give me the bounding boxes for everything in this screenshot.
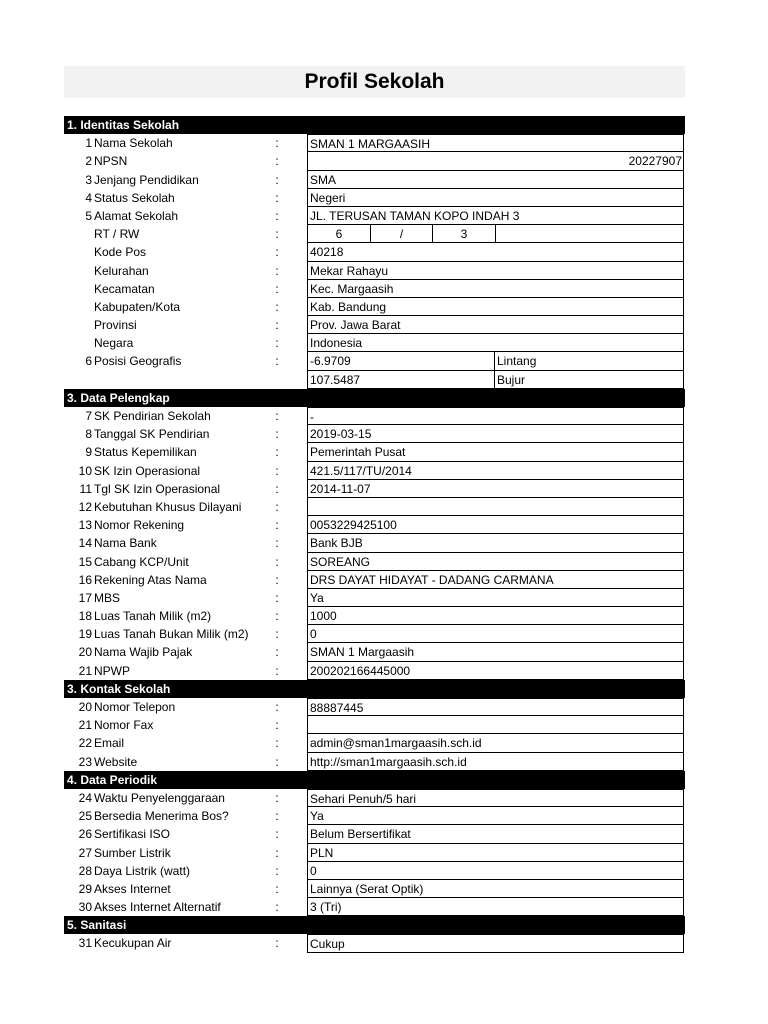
field-value: 0053229425100 — [307, 516, 684, 534]
row-number: 28 — [78, 863, 92, 878]
row-number: 12 — [78, 499, 92, 514]
form-row — [64, 807, 685, 825]
field-label: SK Pendirian Sekolah — [94, 409, 211, 423]
colon-separator: : — [275, 208, 279, 223]
row-number: 22 — [78, 736, 92, 751]
field-value: 421.5/117/TU/2014 — [307, 462, 684, 480]
field-label: Sumber Listrik — [94, 845, 171, 860]
field-label: Kabupaten/Kota — [94, 299, 181, 314]
colon-separator: : — [275, 409, 279, 423]
field-value: 2019-03-15 — [307, 425, 684, 443]
form-row — [64, 789, 685, 807]
colon-separator: : — [275, 554, 279, 569]
field-label: Nomor Rekening — [94, 518, 185, 533]
form-row — [64, 534, 685, 552]
colon-separator: : — [275, 863, 279, 878]
form-row — [64, 262, 685, 280]
field-value: http://sman1margaasih.sch.id — [307, 753, 684, 771]
colon-separator: : — [275, 536, 279, 551]
form-row — [64, 880, 685, 898]
field-value: PLN — [307, 844, 684, 862]
form-row — [64, 280, 685, 298]
field-value: DRS DAYAT HIDAYAT - DADANG CARMANA — [307, 571, 684, 589]
field-label: SK Izin Operasional — [94, 463, 201, 478]
form-row — [64, 862, 685, 880]
colon-separator: : — [275, 318, 279, 333]
form-row — [64, 662, 685, 680]
field-label: Tanggal SK Pendirian — [94, 427, 210, 442]
field-value: Ya — [307, 807, 684, 825]
row-number: 3 — [85, 172, 92, 187]
field-value: SOREANG — [307, 553, 684, 571]
latitude-label: Lintang — [495, 352, 684, 370]
form-row — [64, 589, 685, 607]
form-row — [64, 316, 685, 334]
form-row — [64, 152, 685, 170]
field-value: SMA — [307, 171, 684, 189]
colon-separator: : — [275, 736, 279, 751]
field-value: Indonesia — [307, 334, 684, 352]
field-label: Akses Internet Alternatif — [94, 900, 221, 915]
colon-separator: : — [275, 463, 279, 478]
row-number: 5 — [85, 208, 92, 223]
field-value: Cukup — [307, 934, 684, 952]
field-value: - — [307, 407, 684, 425]
row-number: 17 — [78, 590, 92, 605]
colon-separator: : — [275, 427, 279, 442]
field-label: Kebutuhan Khusus Dilayani — [94, 499, 242, 514]
form-row — [64, 753, 685, 771]
colon-separator: : — [275, 263, 279, 278]
rt-rw-cell: / — [371, 225, 433, 242]
colon-separator: : — [275, 336, 279, 351]
row-number: 25 — [78, 809, 92, 824]
field-label: Nomor Telepon — [94, 700, 176, 714]
row-number: 27 — [78, 845, 92, 860]
colon-separator: : — [275, 172, 279, 187]
row-number: 15 — [78, 554, 92, 569]
field-label: Email — [94, 736, 125, 751]
field-value: Lainnya (Serat Optik) — [307, 880, 684, 898]
field-label: Status Kepemilikan — [94, 445, 197, 460]
field-value: Belum Bersertifikat — [307, 825, 684, 843]
form-row — [64, 298, 685, 316]
longitude-value: 107.5487 — [307, 371, 495, 389]
row-number: 21 — [78, 663, 92, 678]
form-row — [64, 171, 685, 189]
field-value: 20227907 — [307, 152, 684, 170]
form-row — [64, 571, 685, 589]
field-label: Provinsi — [94, 318, 137, 333]
field-label: Luas Tanah Milik (m2) — [94, 609, 212, 624]
colon-separator: : — [275, 845, 279, 860]
form-row — [64, 498, 685, 516]
field-value: Ya — [307, 589, 684, 607]
field-value: Kec. Margaasih — [307, 280, 684, 298]
rt-rw-empty-cell — [496, 225, 685, 242]
field-label: Akses Internet — [94, 881, 171, 896]
colon-separator: : — [275, 281, 279, 296]
field-value: 88887445 — [307, 698, 684, 716]
row-number: 10 — [78, 463, 92, 478]
colon-separator: : — [275, 827, 279, 842]
field-label: Daya Listrik (watt) — [94, 863, 191, 878]
form-row — [64, 643, 685, 661]
field-label: Nomor Fax — [94, 718, 154, 733]
longitude-label: Bujur — [495, 371, 684, 389]
form-row — [64, 698, 685, 716]
field-label: Kecukupan Air — [94, 936, 172, 951]
row-number: 11 — [79, 481, 92, 496]
row-number: 14 — [78, 536, 92, 551]
colon-separator: : — [275, 627, 279, 642]
field-value: admin@sman1margaasih.sch.id — [307, 734, 684, 752]
form-row — [64, 553, 685, 571]
row-number: 23 — [78, 754, 92, 769]
row-number: 26 — [78, 827, 92, 842]
form-row — [64, 189, 685, 207]
field-value: SMAN 1 MARGAASIH — [307, 134, 684, 152]
field-value: JL. TERUSAN TAMAN KOPO INDAH 3 — [307, 207, 684, 225]
form-row — [64, 480, 685, 498]
form-row — [64, 844, 685, 862]
row-number: 18 — [78, 609, 92, 624]
field-label: Alamat Sekolah — [94, 208, 179, 223]
field-label: Status Sekolah — [94, 190, 175, 205]
field-label: Rekening Atas Nama — [94, 572, 207, 587]
field-label: Nama Wajib Pajak — [94, 645, 193, 660]
field-value: 40218 — [307, 243, 684, 261]
field-value: 2014-11-07 — [307, 480, 684, 498]
field-label: Bersedia Menerima Bos? — [94, 809, 229, 824]
field-value: Prov. Jawa Barat — [307, 316, 684, 334]
field-label: Kecamatan — [94, 281, 155, 296]
field-label: NPSN — [94, 154, 128, 169]
form-row — [64, 625, 685, 643]
field-label: RT / RW — [94, 227, 140, 242]
colon-separator: : — [275, 136, 279, 151]
row-number: 30 — [78, 900, 92, 915]
colon-separator: : — [275, 590, 279, 605]
colon-separator: : — [275, 154, 279, 169]
form-row — [64, 207, 685, 225]
colon-separator: : — [275, 700, 279, 714]
field-label: Nama Bank — [94, 536, 157, 551]
colon-separator: : — [275, 663, 279, 678]
field-value: 200202166445000 — [307, 662, 684, 680]
section-header-sanitasi: 5. Sanitasi — [64, 916, 685, 934]
field-label: Kelurahan — [94, 263, 149, 278]
colon-separator: : — [275, 790, 279, 805]
row-number: 16 — [78, 572, 92, 587]
rt-rw-row — [64, 225, 685, 243]
field-label: Nama Sekolah — [94, 136, 173, 151]
form-row — [64, 607, 685, 625]
field-value: SMAN 1 Margaasih — [307, 643, 684, 661]
colon-separator: : — [275, 718, 279, 733]
form-row — [64, 443, 685, 461]
colon-separator: : — [275, 245, 279, 260]
colon-separator: : — [275, 518, 279, 533]
row-number: 20 — [78, 645, 92, 660]
profile-sheet — [64, 116, 685, 953]
row-number: 31 — [78, 936, 92, 951]
section-header-periodik: 4. Data Periodik — [64, 771, 685, 789]
colon-separator: : — [275, 809, 279, 824]
field-value — [307, 498, 684, 516]
section-header-identitas: 1. Identitas Sekolah — [64, 116, 685, 134]
colon-separator: : — [275, 354, 279, 369]
form-row — [64, 716, 685, 734]
field-value: Kab. Bandung — [307, 298, 684, 316]
row-number: 8 — [85, 427, 92, 442]
form-row — [64, 898, 685, 916]
field-value: Bank BJB — [307, 534, 684, 552]
page-title: Profil Sekolah — [304, 70, 445, 93]
colon-separator: : — [275, 754, 279, 769]
form-row — [64, 334, 685, 352]
colon-separator: : — [275, 227, 279, 242]
colon-separator: : — [275, 609, 279, 624]
form-row — [64, 425, 685, 443]
field-value: 0 — [307, 625, 684, 643]
row-number: 4 — [85, 190, 92, 205]
field-label: Waktu Penyelenggaraan — [94, 790, 225, 805]
latitude-value: -6.9709 — [307, 352, 495, 370]
form-row — [64, 134, 685, 152]
field-label: Jenjang Pendidikan — [94, 172, 199, 187]
geo-row-bujur — [64, 371, 685, 389]
colon-separator: : — [275, 645, 279, 660]
row-number: 9 — [85, 445, 92, 460]
field-label: Tgl SK Izin Operasional — [94, 481, 221, 496]
colon-separator: : — [275, 445, 279, 460]
row-number: 13 — [78, 518, 92, 533]
form-row — [64, 243, 685, 261]
row-number: 20 — [78, 700, 92, 714]
rt-rw-cell: 3 — [433, 225, 496, 242]
colon-separator: : — [275, 900, 279, 915]
field-label: Kode Pos — [94, 245, 147, 260]
field-value: Mekar Rahayu — [307, 262, 684, 280]
row-number: 1 — [85, 136, 92, 151]
field-label: Posisi Geografis — [94, 354, 182, 369]
rt-rw-cell: 6 — [308, 225, 371, 242]
field-value — [307, 716, 684, 734]
field-label: MBS — [94, 590, 121, 605]
field-label: Sertifikasi ISO — [94, 827, 171, 842]
form-row — [64, 462, 685, 480]
colon-separator: : — [275, 190, 279, 205]
row-number: 6 — [85, 354, 92, 369]
field-value: 0 — [307, 862, 684, 880]
field-value: 1000 — [307, 607, 684, 625]
form-row — [64, 516, 685, 534]
row-number: 29 — [78, 881, 92, 896]
form-row — [64, 407, 685, 425]
row-number: 21 — [78, 718, 92, 733]
field-value: 3 (Tri) — [307, 898, 684, 916]
title-band — [64, 66, 685, 98]
form-row — [64, 934, 685, 952]
field-label: Cabang KCP/Unit — [94, 554, 189, 569]
field-value: Negeri — [307, 189, 684, 207]
field-value: Pemerintah Pusat — [307, 443, 684, 461]
field-label: NPWP — [94, 663, 130, 678]
colon-separator: : — [275, 881, 279, 896]
section-header-kontak: 3. Kontak Sekolah — [64, 680, 685, 698]
colon-separator: : — [275, 572, 279, 587]
form-row — [64, 734, 685, 752]
geo-row-lintang — [64, 352, 685, 370]
field-label: Negara — [94, 336, 134, 351]
row-number: 7 — [85, 409, 92, 423]
field-label: Luas Tanah Bukan Milik (m2) — [94, 627, 249, 642]
rt-rw-cells — [307, 225, 684, 243]
row-number: 19 — [78, 627, 92, 642]
row-number: 2 — [85, 154, 92, 169]
row-number: 24 — [78, 790, 92, 805]
field-value: Sehari Penuh/5 hari — [307, 789, 684, 807]
field-label: Website — [94, 754, 138, 769]
colon-separator: : — [275, 481, 279, 496]
colon-separator: : — [275, 936, 279, 951]
section-header-pelengkap: 3. Data Pelengkap — [64, 389, 685, 407]
form-row — [64, 825, 685, 843]
colon-separator: : — [275, 499, 279, 514]
colon-separator: : — [275, 299, 279, 314]
